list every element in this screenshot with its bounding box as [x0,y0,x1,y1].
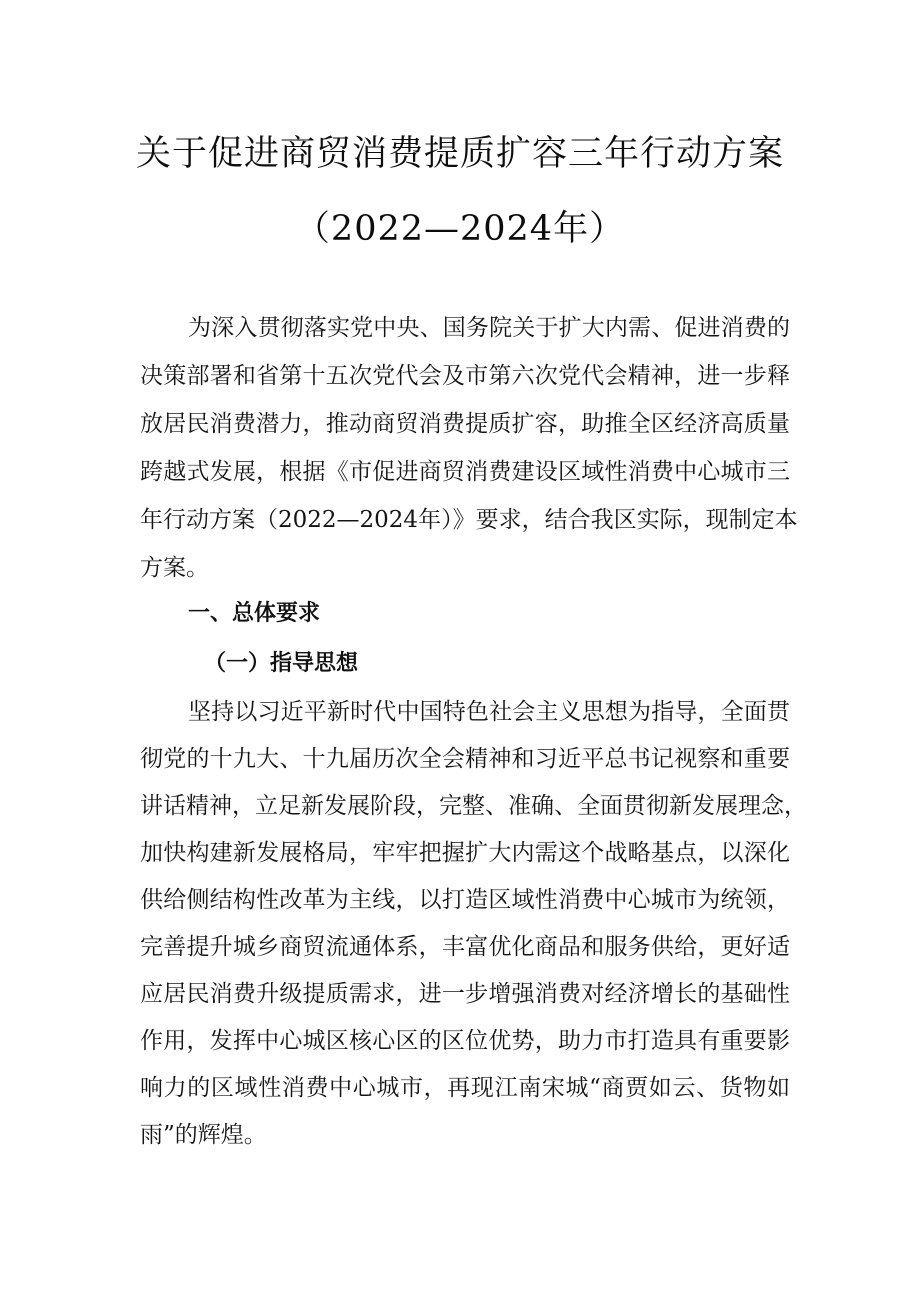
body-line-6: 完善提升城乡商贸流通体系，丰富优化商品和服务供给，更好适 [140,934,790,960]
intro-line-2: 决策部署和省第十五次党代会及市第六次党代会精神，进一步释 [140,363,790,389]
intro-line-1: 为深入贯彻落实党中央、国务院关于扩大内需、促进消费的 [188,315,790,341]
body-line-10: 雨”的辉煌。 [140,1122,267,1148]
body-line-2: 彻党的十九大、十九届历次全会精神和习近平总书记视察和重要 [140,746,790,772]
body-line-5: 供给侧结构性改革为主线，以打造区域性消费中心城市为统领， [140,887,790,913]
body-line-1: 坚持以习近平新时代中国特色社会主义思想为指导，全面贯 [188,699,790,725]
subsection-heading-guiding-ideology: （一）指导思想 [204,651,359,676]
intro-line-3: 放居民消费潜力，推动商贸消费提质扩容，助推全区经济高质量 [140,411,790,437]
body-line-9: 响力的区域性消费中心城市，再现江南宋城“商贾如云、货物如 [140,1075,790,1101]
intro-line-4: 跨越式发展，根据《市促进商贸消费建设区域性消费中心城市三 [140,459,790,485]
document-subtitle: （2022—2024年） [294,209,626,249]
intro-line-5: 年行动方案（2022—2024年）》要求，结合我区实际，现制定本 [140,507,798,533]
document-title: 关于促进商贸消费提质扩容三年行动方案 [135,134,784,174]
body-line-8: 作用，发挥中心城区核心区的区位优势，助力市打造具有重要影 [140,1028,790,1054]
section-heading-general-requirements: 一、总体要求 [188,601,321,626]
body-line-4: 加快构建新发展格局，牢牢把握扩大内需这个战略基点，以深化 [140,840,790,866]
body-line-7: 应居民消费升级提质需求，进一步增强消费对经济增长的基础性 [140,981,790,1007]
intro-line-6: 方案。 [140,555,209,581]
body-line-3: 讲话精神，立足新发展阶段，完整、准确、全面贯彻新发展理念， [140,793,807,819]
